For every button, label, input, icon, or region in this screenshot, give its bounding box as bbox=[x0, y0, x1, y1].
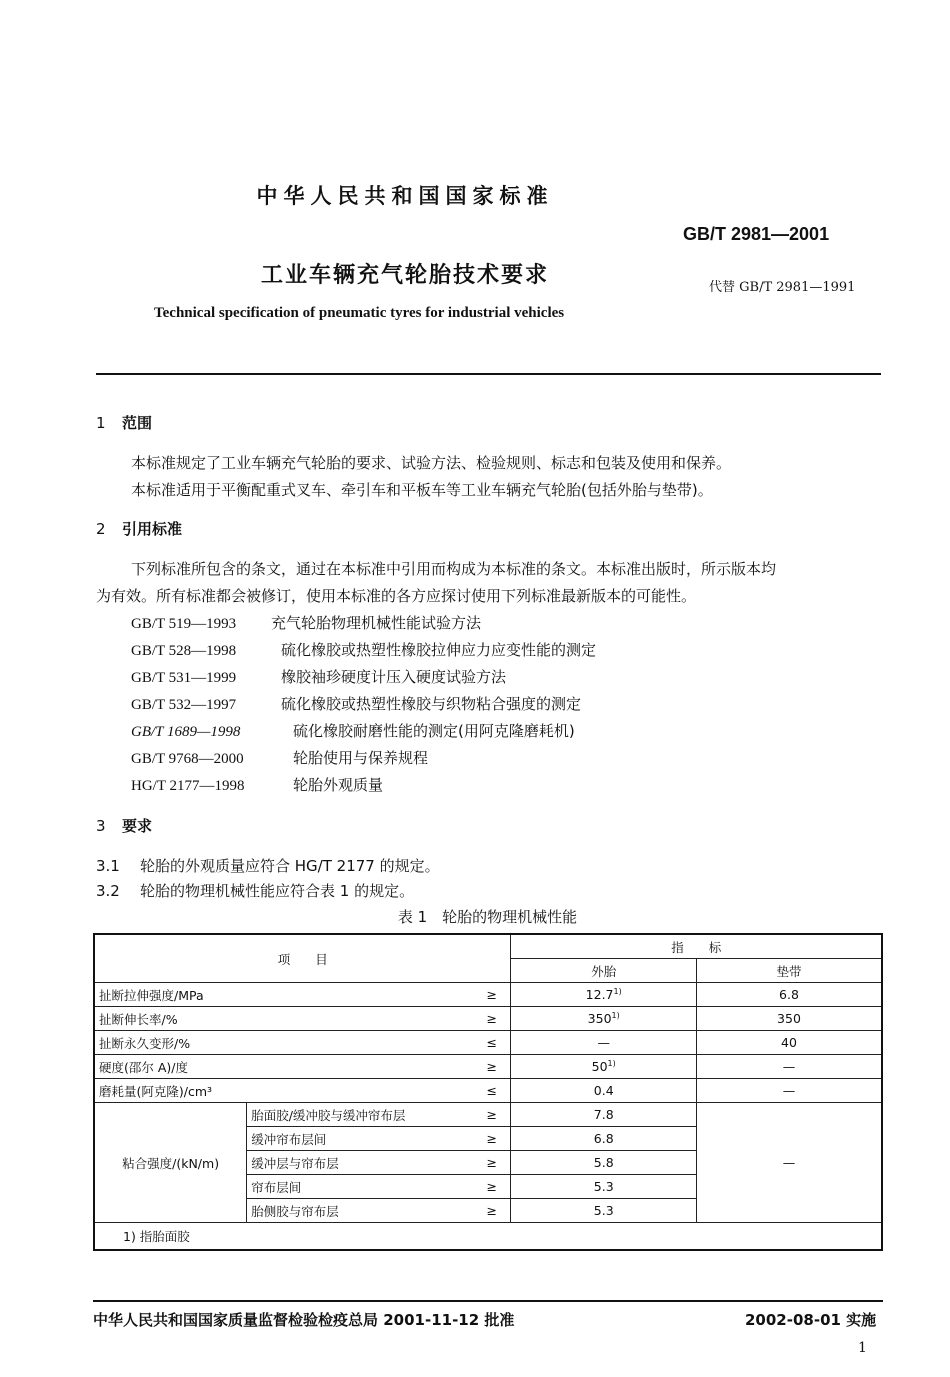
reference-code: GB/T 532—1997 bbox=[131, 697, 237, 713]
adhesion-label: 粘合强度/(kN/m) bbox=[94, 1103, 247, 1223]
row-operator: ≥ bbox=[473, 1007, 511, 1031]
row-tire-value: 5.3 bbox=[511, 1199, 697, 1223]
reference-title: 硫化橡胶耐磨性能的测定(用阿克隆磨耗机) bbox=[293, 722, 575, 740]
reference-item bbox=[131, 747, 428, 768]
row-operator: ≥ bbox=[473, 1175, 511, 1199]
reference-title: 橡胶袖珍硬度计压入硬度试验方法 bbox=[281, 668, 507, 686]
section-title: 引用标准 bbox=[122, 520, 183, 538]
reference-code: GB/T 9768—2000 bbox=[131, 751, 244, 767]
value: 12.7 bbox=[585, 987, 614, 1003]
replaces-note: 代替 GB/T 2981—1991 bbox=[709, 280, 856, 295]
row-flap-value: — bbox=[696, 1055, 882, 1079]
section-2-heading bbox=[96, 518, 182, 539]
row-operator: ≥ bbox=[473, 1151, 511, 1175]
row-item: 扯断伸长率/% bbox=[94, 1007, 473, 1031]
row-tire-value bbox=[511, 1031, 697, 1055]
reference-code: GB/T 1689—1998 bbox=[131, 724, 241, 740]
paragraph: 为有效。所有标准都会被修订，使用本标准的各方应探讨使用下列标准最新版本的可能性。 bbox=[96, 587, 697, 605]
paragraph: 本标准适用于平衡配重式叉车、牵引车和平板车等工业车辆充气轮胎(包括外胎与垫带)。 bbox=[131, 481, 713, 499]
footnote-mark: 1) bbox=[611, 1010, 620, 1020]
section-title: 范围 bbox=[122, 414, 153, 432]
row-tire-value bbox=[511, 1079, 697, 1103]
row-operator: ≥ bbox=[473, 1055, 511, 1079]
reference-title: 充气轮胎物理机械性能试验方法 bbox=[271, 614, 482, 632]
section-3-heading bbox=[96, 815, 152, 836]
reference-item bbox=[131, 612, 481, 633]
footnote-mark: 1) bbox=[613, 986, 622, 996]
implementation-date: 2002-08-01 实施 bbox=[745, 1311, 877, 1329]
standard-number: GB/T 2981—2001 bbox=[683, 224, 830, 244]
row-item: 扯断永久变形/% bbox=[94, 1031, 473, 1055]
header-item: 项 目 bbox=[94, 934, 511, 983]
section-title: 要求 bbox=[122, 817, 153, 835]
header-flap: 垫带 bbox=[696, 959, 882, 983]
row-flap-value: 6.8 bbox=[696, 983, 882, 1007]
header-index: 指 标 bbox=[511, 934, 882, 959]
approval-line: 中华人民共和国国家质量监督检验检疫总局 2001-11-12 批准 bbox=[93, 1311, 515, 1329]
row-operator: ≥ bbox=[473, 1103, 511, 1127]
table-row bbox=[94, 1055, 882, 1079]
header-tire: 外胎 bbox=[511, 959, 697, 983]
document-title: 工业车辆充气轮胎技术要求 bbox=[260, 263, 549, 288]
adhesion-sub-item: 缓冲帘布层间 bbox=[247, 1127, 473, 1151]
row-tire-value: 6.8 bbox=[511, 1127, 697, 1151]
reference-item bbox=[131, 639, 596, 660]
reference-item bbox=[131, 693, 581, 714]
row-flap-value: — bbox=[696, 1079, 882, 1103]
paragraph: 下列标准所包含的条文，通过在本标准中引用而构成为本标准的条文。本标准出版时，所示版本均 bbox=[131, 560, 777, 578]
paragraph: 本标准规定了工业车辆充气轮胎的要求、试验方法、检验规则、标志和包装及使用和保养。 bbox=[131, 454, 732, 472]
table-footnote: 1) 指胎面胶 bbox=[94, 1223, 882, 1251]
adhesion-sub-item: 帘布层间 bbox=[247, 1175, 473, 1199]
row-operator: ≥ bbox=[473, 983, 511, 1007]
row-flap-value: 40 bbox=[696, 1031, 882, 1055]
clause-number: 3.2 bbox=[96, 882, 120, 900]
row-operator: ≥ bbox=[473, 1199, 511, 1223]
adhesion-sub-item: 胎面胶/缓冲胶与缓冲帘布层 bbox=[247, 1103, 473, 1127]
clause-text: 轮胎的物理机械性能应符合表 1 的规定。 bbox=[140, 882, 415, 900]
page-number: 1 bbox=[858, 1340, 867, 1356]
table-row bbox=[94, 1031, 882, 1055]
reference-code: HG/T 2177—1998 bbox=[131, 778, 245, 794]
row-flap-value: 350 bbox=[696, 1007, 882, 1031]
adhesion-sub-item: 胎侧胶与帘布层 bbox=[247, 1199, 473, 1223]
section-number: 1 bbox=[96, 414, 106, 432]
footnote-mark: 1) bbox=[607, 1058, 616, 1068]
clause-number: 3.1 bbox=[96, 857, 120, 875]
row-tire-value bbox=[511, 1007, 697, 1031]
value: — bbox=[597, 1035, 610, 1051]
reference-title: 轮胎使用与保养规程 bbox=[293, 749, 429, 767]
row-item: 扯断拉伸强度/MPa bbox=[94, 983, 473, 1007]
section-number: 3 bbox=[96, 817, 106, 835]
reference-item bbox=[131, 666, 506, 687]
clause-3-1 bbox=[96, 855, 440, 876]
table-caption: 表 1 轮胎的物理机械性能 bbox=[397, 908, 578, 926]
row-tire-value bbox=[511, 1055, 697, 1079]
value: 0.4 bbox=[593, 1083, 614, 1099]
reference-title: 轮胎外观质量 bbox=[293, 776, 384, 794]
reference-code: GB/T 528—1998 bbox=[131, 643, 237, 659]
reference-title: 硫化橡胶或热塑性橡胶拉伸应力应变性能的测定 bbox=[281, 641, 597, 659]
table-row bbox=[94, 1007, 882, 1031]
clause-3-2 bbox=[96, 880, 414, 901]
adhesion-row bbox=[94, 1103, 882, 1127]
document-title-english: Technical specification of pneumatic tyres for industrial vehicles bbox=[154, 305, 565, 321]
national-standard-heading: 中华人民共和国国家标准 bbox=[256, 184, 554, 208]
reference-item bbox=[131, 774, 383, 795]
reference-code: GB/T 531—1999 bbox=[131, 670, 237, 686]
reference-item bbox=[131, 720, 575, 741]
value: 350 bbox=[587, 1011, 612, 1027]
footer-rule bbox=[93, 1300, 883, 1302]
reference-code: GB/T 519—1993 bbox=[131, 616, 237, 632]
row-tire-value bbox=[511, 983, 697, 1007]
clause-text: 轮胎的外观质量应符合 HG/T 2177 的规定。 bbox=[140, 857, 440, 875]
section-1-heading bbox=[96, 412, 152, 433]
row-tire-value: 5.8 bbox=[511, 1151, 697, 1175]
adhesion-flap-value: — bbox=[696, 1103, 882, 1223]
row-operator: ≤ bbox=[473, 1031, 511, 1055]
adhesion-sub-item: 缓冲层与帘布层 bbox=[247, 1151, 473, 1175]
reference-title: 硫化橡胶或热塑性橡胶与织物粘合强度的测定 bbox=[281, 695, 582, 713]
value: 50 bbox=[591, 1059, 608, 1075]
table-header-row bbox=[94, 934, 882, 959]
header-rule bbox=[96, 373, 881, 375]
row-item: 硬度(邵尔 A)/度 bbox=[94, 1055, 473, 1079]
row-tire-value: 7.8 bbox=[511, 1103, 697, 1127]
row-operator: ≤ bbox=[473, 1079, 511, 1103]
properties-table bbox=[93, 933, 883, 1251]
row-item: 磨耗量(阿克隆)/cm³ bbox=[94, 1079, 473, 1103]
table-row bbox=[94, 1079, 882, 1103]
table-note-row bbox=[94, 1223, 882, 1251]
table-row bbox=[94, 983, 882, 1007]
row-tire-value: 5.3 bbox=[511, 1175, 697, 1199]
row-operator: ≥ bbox=[473, 1127, 511, 1151]
section-number: 2 bbox=[96, 520, 106, 538]
